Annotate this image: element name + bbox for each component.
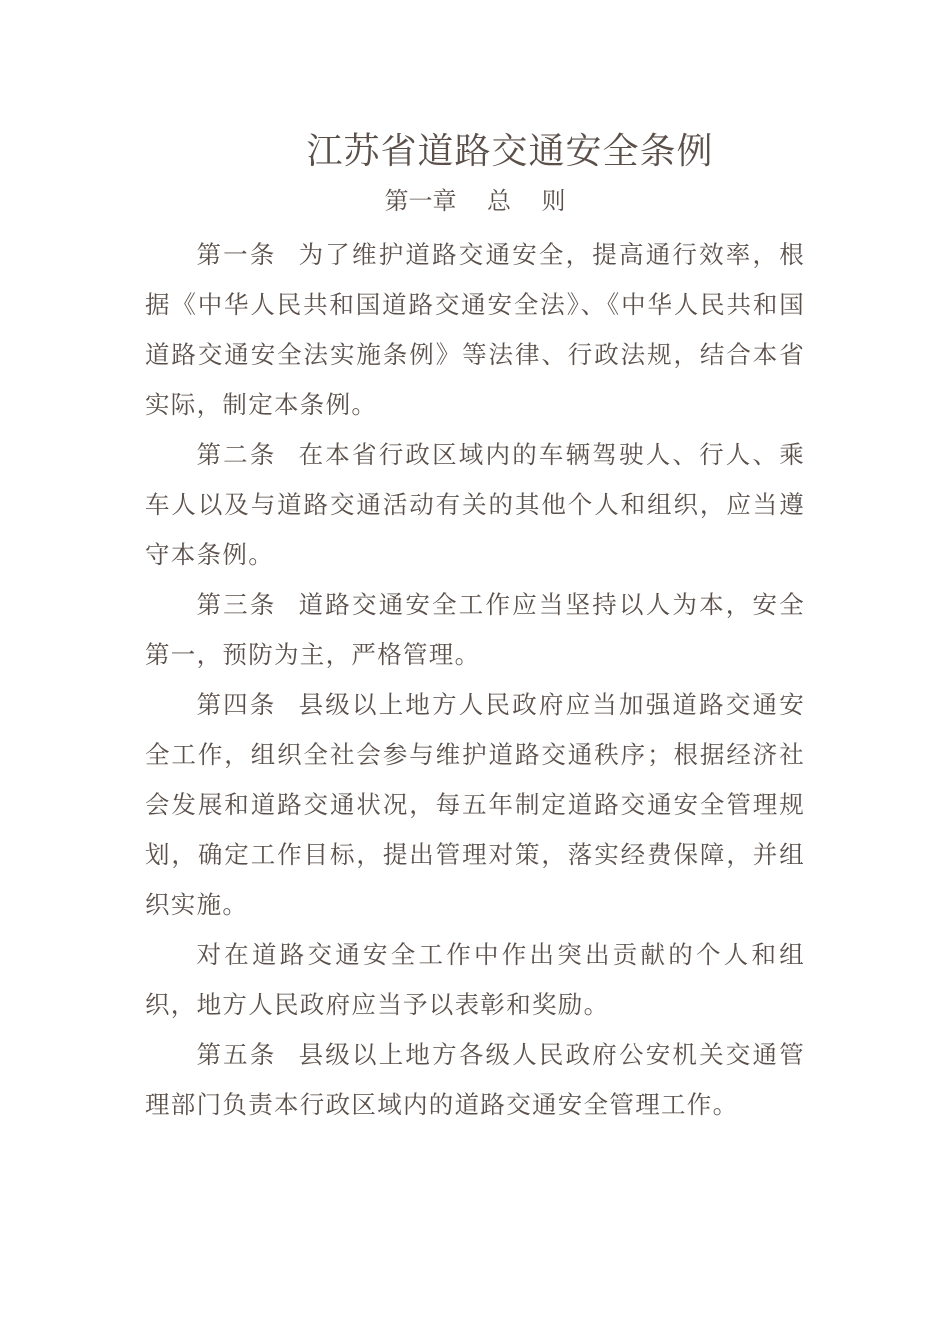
paragraph-article-4 — [145, 680, 805, 930]
article-text: 道路交通安全工作应当坚持以人为本，安全第一，预防为主，严格管理。 — [145, 590, 805, 669]
article-number: 第三条 — [196, 590, 277, 619]
paragraph-article-1 — [145, 230, 805, 430]
paragraph-article-4-continued — [145, 930, 805, 1030]
document-body — [145, 230, 805, 1130]
article-text: 县级以上地方人民政府应当加强道路交通安全工作，组织全社会参与维护道路交通秩序；根据经济社会发展和道路交通状况，每五年制定道路交通安全管理规划，确定工作目标，提出管理对策，落实经费保障，并组织实施。 — [145, 690, 805, 919]
paragraph-article-3 — [145, 580, 805, 680]
article-text: 在本省行政区域内的车辆驾驶人、行人、乘车人以及与道路交通活动有关的其他个人和组织，应当遵守本条例。 — [145, 440, 805, 569]
article-text: 县级以上地方各级人民政府公安机关交通管理部门负责本行政区域内的道路交通安全管理工作。 — [145, 1040, 805, 1119]
article-number: 第一条 — [196, 240, 277, 269]
chapter-heading: 第一章 总 则 — [384, 187, 566, 215]
paragraph-article-5 — [145, 1030, 805, 1130]
article-number: 第二条 — [196, 440, 277, 469]
article-text: 对在道路交通安全工作中作出突出贡献的个人和组织，地方人民政府应当予以表彰和奖励。 — [145, 940, 805, 1019]
article-text: 为了维护道路交通安全，提高通行效率，根据《中华人民共和国道路交通安全法》、《中华人民共和国道路交通安全法实施条例》等法律、行政法规，结合本省实际，制定本条例。 — [145, 240, 805, 419]
article-number: 第五条 — [196, 1040, 277, 1069]
document-title: 江苏省道路交通安全条例 — [306, 131, 714, 172]
article-number: 第四条 — [196, 690, 277, 719]
paragraph-article-2 — [145, 430, 805, 580]
